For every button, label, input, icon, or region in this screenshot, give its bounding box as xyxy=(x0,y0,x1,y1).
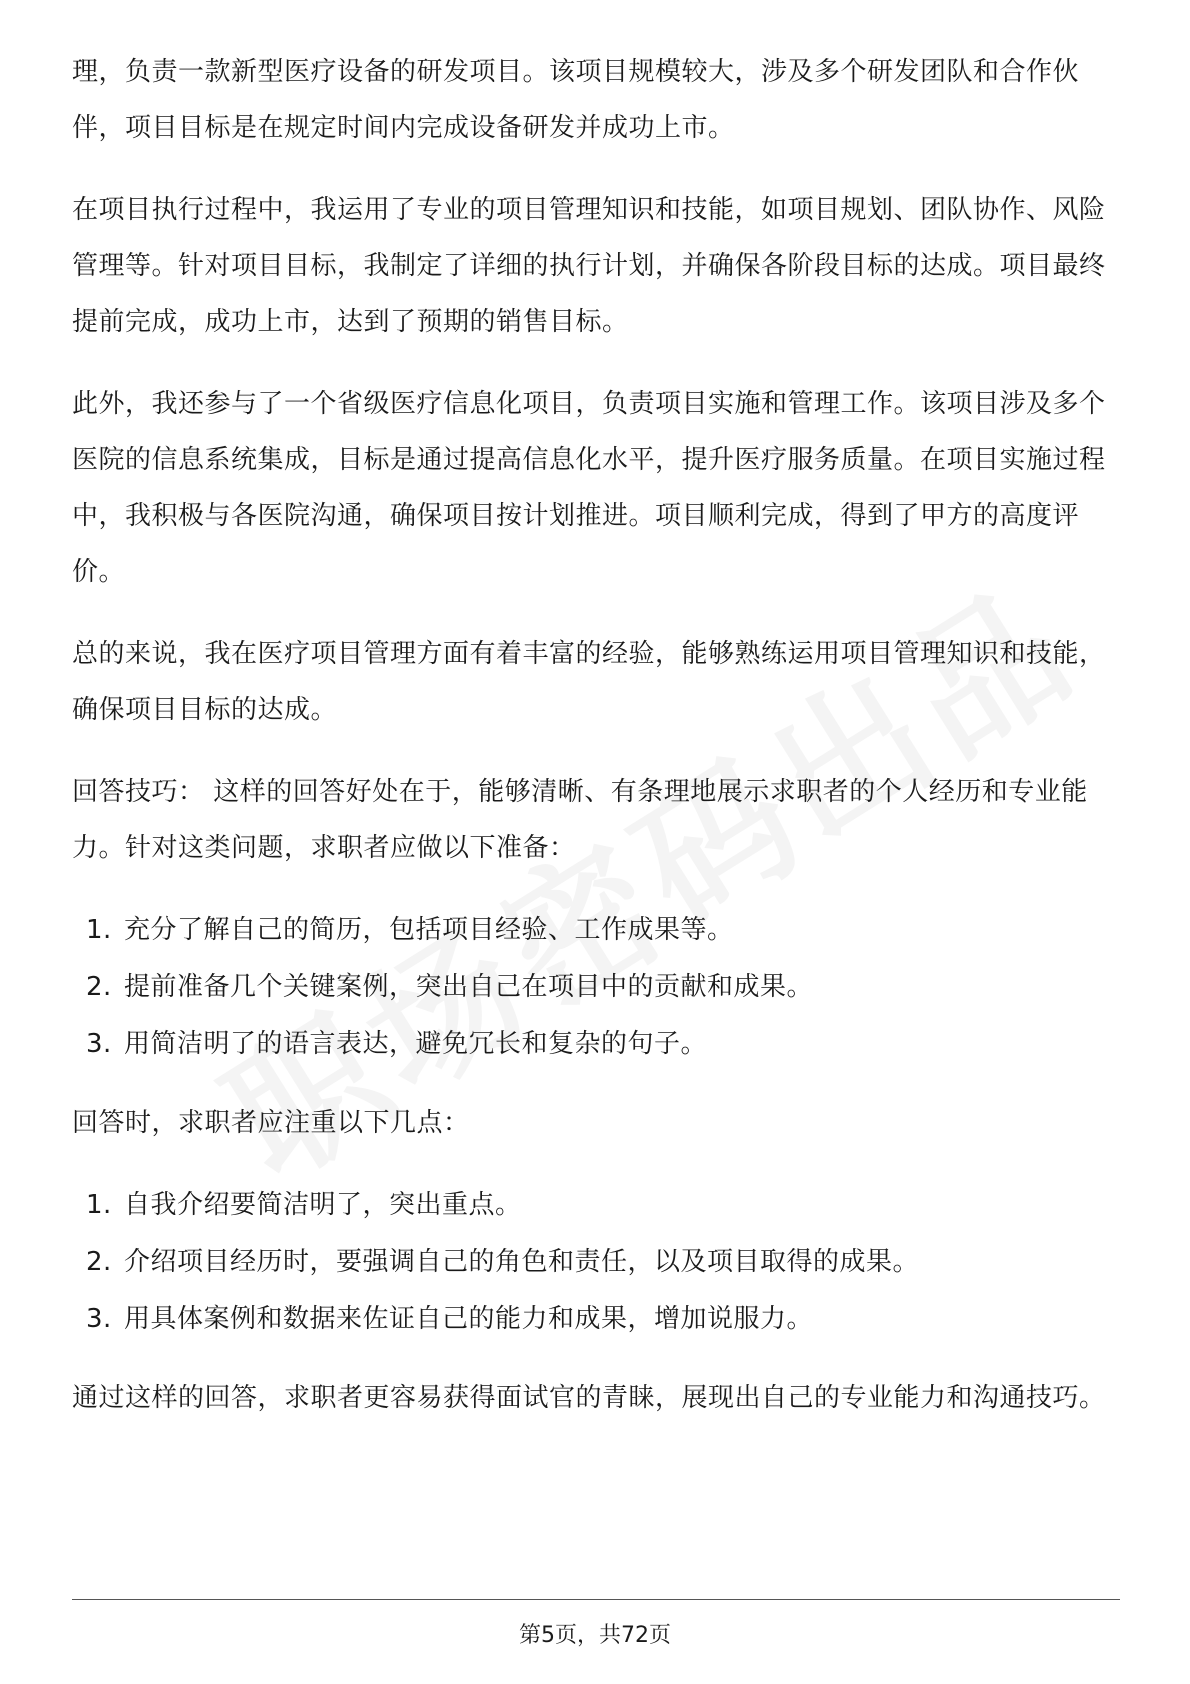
list-text: 用简洁明了的语言表达，避免冗长和复杂的句子。 xyxy=(124,1029,708,1059)
paragraph: 理，负责一款新型医疗设备的研发项目。该项目规模较大，涉及多个研发团队和合作伙伴，项目目标是在规定时间内完成设备研发并成功上市。 xyxy=(72,57,1080,143)
list-item xyxy=(72,959,1120,1016)
paragraph: 回答技巧： 这样的回答好处在于，能够清晰、有条理地展示求职者的个人经历和专业能力。针对这类问题，求职者应做以下准备： xyxy=(72,777,1088,863)
list-number: 3. xyxy=(86,1029,112,1059)
list-text: 介绍项目经历时，要强调自己的角色和责任，以及项目取得的成果。 xyxy=(124,1247,920,1277)
document-body xyxy=(72,44,1120,1452)
list-item xyxy=(72,902,1120,959)
page-number: 第5页，共72页 xyxy=(519,1623,671,1648)
list-item xyxy=(72,1291,1120,1348)
paragraph: 在项目执行过程中，我运用了专业的项目管理知识和技能，如项目规划、团队协作、风险管理等。针对项目目标，我制定了详细的执行计划，并确保各阶段目标的达成。项目最终提前完成，成功上市，达到了预期的销售目标。 xyxy=(72,195,1106,337)
list-item xyxy=(72,1234,1120,1291)
list-number: 2. xyxy=(86,972,112,1002)
list-text: 充分了解自己的简历，包括项目经验、工作成果等。 xyxy=(124,915,734,945)
list-text: 用具体案例和数据来佐证自己的能力和成果，增加说服力。 xyxy=(124,1304,814,1334)
paragraph: 通过这样的回答，求职者更容易获得面试官的青睐，展现出自己的专业能力和沟通技巧。 xyxy=(72,1383,1106,1413)
preparation-list xyxy=(72,902,1120,1073)
list-item xyxy=(72,1177,1120,1234)
list-number: 1. xyxy=(86,1190,112,1220)
list-text: 提前准备几个关键案例，突出自己在项目中的贡献和成果。 xyxy=(124,972,814,1002)
list-text: 自我介绍要简洁明了，突出重点。 xyxy=(124,1190,522,1220)
paragraph: 总的来说，我在医疗项目管理方面有着丰富的经验，能够熟练运用项目管理知识和技能，确保项目目标的达成。 xyxy=(72,639,1106,725)
paragraph: 回答时，求职者应注重以下几点： xyxy=(72,1108,470,1138)
answer-points-list xyxy=(72,1177,1120,1348)
list-number: 3. xyxy=(86,1304,112,1334)
list-number: 2. xyxy=(86,1247,112,1277)
paragraph: 此外，我还参与了一个省级医疗信息化项目，负责项目实施和管理工作。该项目涉及多个医院的信息系统集成，目标是通过提高信息化水平，提升医疗服务质量。在项目实施过程中，我积极与各医院沟通，确保项目按计划推进。项目顺利完成，得到了甲方的高度评价。 xyxy=(72,389,1106,587)
list-item xyxy=(72,1016,1120,1073)
footer-divider xyxy=(72,1599,1120,1600)
list-number: 1. xyxy=(86,915,112,945)
